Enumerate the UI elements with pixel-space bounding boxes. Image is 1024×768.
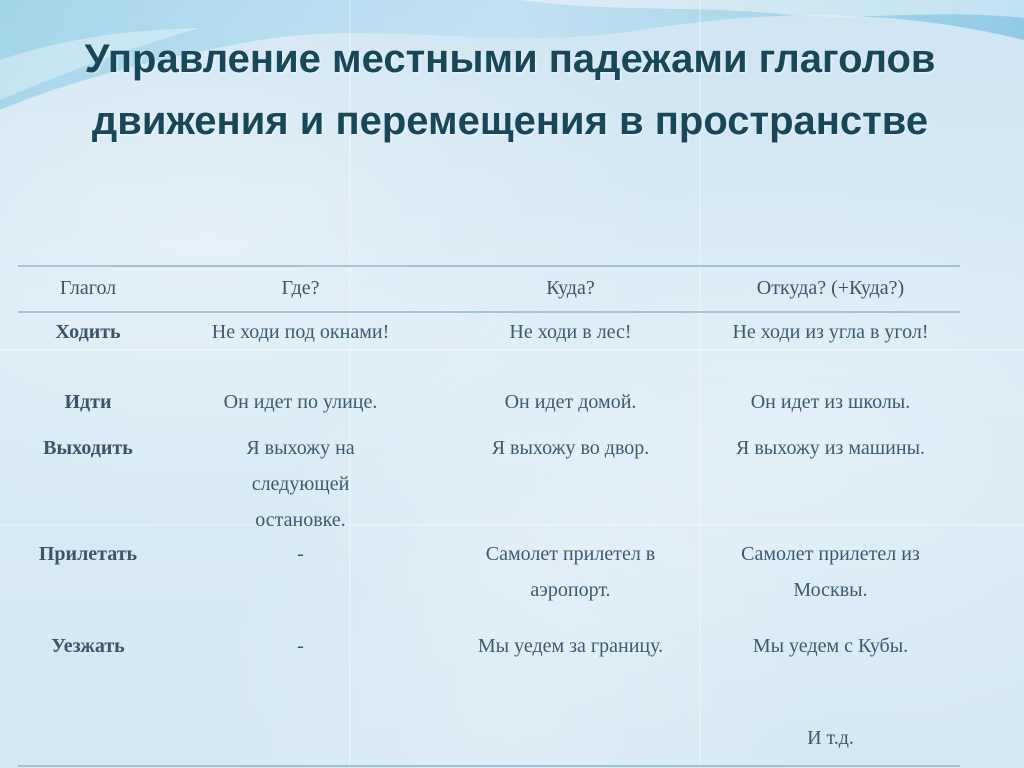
table-cell-to: Самолет прилетел в аэропорт. xyxy=(485,543,656,601)
table-cell-from: Самолет прилетел из Москвы. xyxy=(741,543,920,601)
table-cell-to: Я выхожу во двор. xyxy=(491,437,650,459)
table-row-verb: Прилетать xyxy=(38,543,138,565)
table-cell-to: Мы уедем за границу. xyxy=(477,635,664,657)
table-cell-where: - xyxy=(297,543,304,565)
table-cell-where: Я выхожу на следующей остановке. xyxy=(246,437,355,531)
table-cell-to: Он идет домой. xyxy=(504,391,637,413)
column-header-verb: Глагол xyxy=(59,277,117,299)
table-row-verb: Выходить xyxy=(43,437,133,459)
table-row-verb: Ходить xyxy=(55,321,121,343)
table-cell-where: Он идет по улице. xyxy=(223,391,378,413)
table-cell-where: Не ходи под окнами! xyxy=(211,321,390,343)
column-header-where: Где? xyxy=(281,277,320,299)
page-title: Управление местными падежами глаголов движения и перемещения в пространстве xyxy=(84,37,936,143)
table-footnote: И т.д. xyxy=(807,727,854,749)
table-cell-to: Не ходи в лес! xyxy=(509,321,632,343)
table-cell-from: Он идет из школы. xyxy=(750,391,911,413)
column-header-to: Куда? xyxy=(546,277,595,299)
column-header-from: Откуда? (+Куда?) xyxy=(756,277,905,299)
table-row-verb: Уезжать xyxy=(51,635,125,657)
table-row-verb: Идти xyxy=(64,391,112,413)
table-cell-from: Не ходи из угла в угол! xyxy=(732,321,929,343)
table-cell-from: Я выхожу из машины. xyxy=(735,437,926,459)
table-cell-where: - xyxy=(297,635,304,657)
table-cell-from: Мы уедем с Кубы. xyxy=(752,635,909,657)
